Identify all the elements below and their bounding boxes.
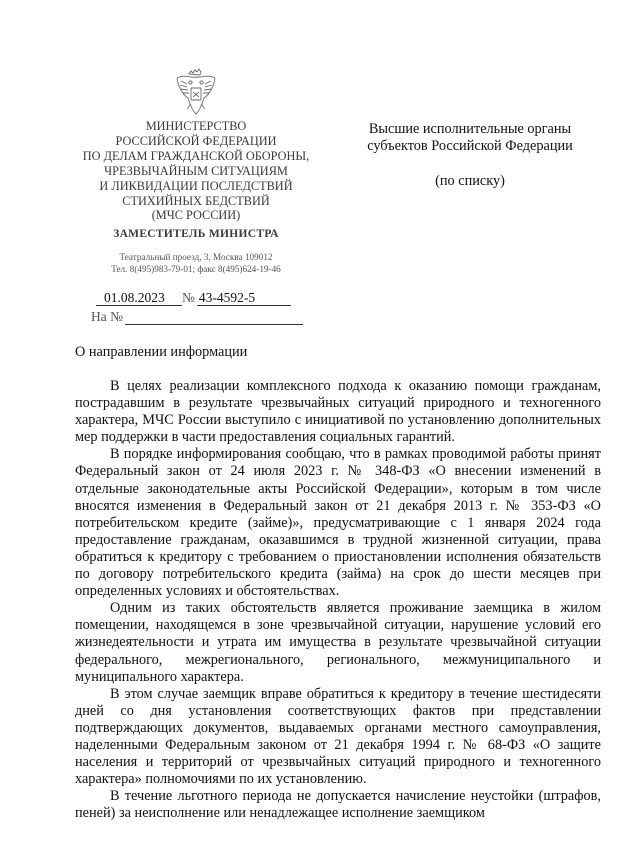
body-paragraph: Одним из таких обстоятельств является проживание заемщика в жилом помещении, находящемся в зоне чрезвычайной ситуации, нарушение условий его жизнедеятельности и утрата им имущества в результате чрезвычайной ситуации федерального, межрегионального, регионального, межмуниципального и муниципального характера. bbox=[75, 600, 601, 685]
body-paragraph: В течение льготного периода не допускается начисление неустойки (штрафов, пеней) за неисполнение или ненадлежащее исполнение заемщиком bbox=[75, 788, 601, 822]
recipient-block bbox=[352, 121, 588, 190]
document-number: 43-4592-5 bbox=[197, 290, 291, 306]
ministry-line: (МЧС РОССИИ) bbox=[151, 208, 241, 223]
recipient-note: (по списку) bbox=[435, 173, 505, 189]
body-paragraph: В порядке информирования сообщаю, что в рамках проводимой работы принят Федеральный закон от 24 июля 2023 г. № 348-ФЗ «О внесении изменений в отдельные законодательные акты Российской Федерации», которым в том числе вносятся изменения в Федеральный закон от 21 декабря 2013 г. № 353-ФЗ «О потребительском кредите (займе)», предусматривающие с 1 января 2024 года предоставление гражданам, оказавшимся в трудной жизненной ситуации, права обратиться к кредитору с требованием о приостановлении исполнения обязательств по договору потребительского кредита (займа) на срок до шести месяцев при определенных условиях и обстоятельствах. bbox=[75, 446, 601, 600]
deputy-minister-title: ЗАМЕСТИТЕЛЬ МИНИСТРА bbox=[113, 228, 279, 240]
ministry-line: И ЛИКВИДАЦИИ ПОСЛЕДСТВИЙ bbox=[99, 178, 293, 193]
letter-body bbox=[75, 378, 601, 822]
reference-label: На № bbox=[91, 309, 123, 324]
registration-date-number bbox=[96, 290, 291, 306]
number-label: № bbox=[182, 290, 195, 305]
ministry-address: Театральный проезд, 3, Москва 109012 bbox=[119, 252, 273, 262]
ministry-line: МИНИСТЕРСТВО bbox=[145, 119, 247, 133]
ministry-contact-block bbox=[60, 251, 332, 275]
coat-of-arms-emblem-icon bbox=[174, 68, 218, 116]
recipient-line: субъектов Российской Федерации bbox=[367, 138, 573, 154]
ministry-phone: Тел. 8(495)983-79-01; факс 8(495)624-19-46 bbox=[111, 264, 281, 274]
registration-reference bbox=[91, 309, 303, 325]
reference-number-blank bbox=[125, 309, 303, 325]
recipient-line: Высшие исполнительные органы bbox=[368, 121, 572, 137]
ministry-line: СТИХИЙНЫХ БЕДСТВИЙ bbox=[122, 193, 270, 208]
ministry-name-block bbox=[68, 119, 324, 223]
letter-subject: О направлении информации bbox=[75, 344, 248, 360]
ministry-line: ЧРЕЗВЫЧАЙНЫМ СИТУАЦИЯМ bbox=[104, 163, 288, 178]
body-paragraph: В этом случае заемщик вправе обратиться к кредитору в течение шестидесяти дней со дня установления соответствующих фактов при представлении подтверждающих документов, выдаваемых органами местного самоуправления, наделенными Федеральным законом от 21 декабря 1994 г. № 68-ФЗ «О защите населения и территорий от чрезвычайных ситуаций природного и техногенного характера» полномочиями по их установлению. bbox=[75, 685, 601, 788]
document-date: 01.08.2023 bbox=[96, 290, 182, 306]
body-paragraph: В целях реализации комплексного подхода к оказанию помощи гражданам, пострадавшим в результате чрезвычайных ситуаций природного и техногенного характера, МЧС России выступило с инициативой по установлению дополнительных мер поддержки в части предоставления социальных гарантий. bbox=[75, 378, 601, 446]
ministry-line: ПО ДЕЛАМ ГРАЖДАНСКОЙ ОБОРОНЫ, bbox=[82, 148, 310, 163]
ministry-line: РОССИЙСКОЙ ФЕДЕРАЦИИ bbox=[115, 133, 277, 148]
